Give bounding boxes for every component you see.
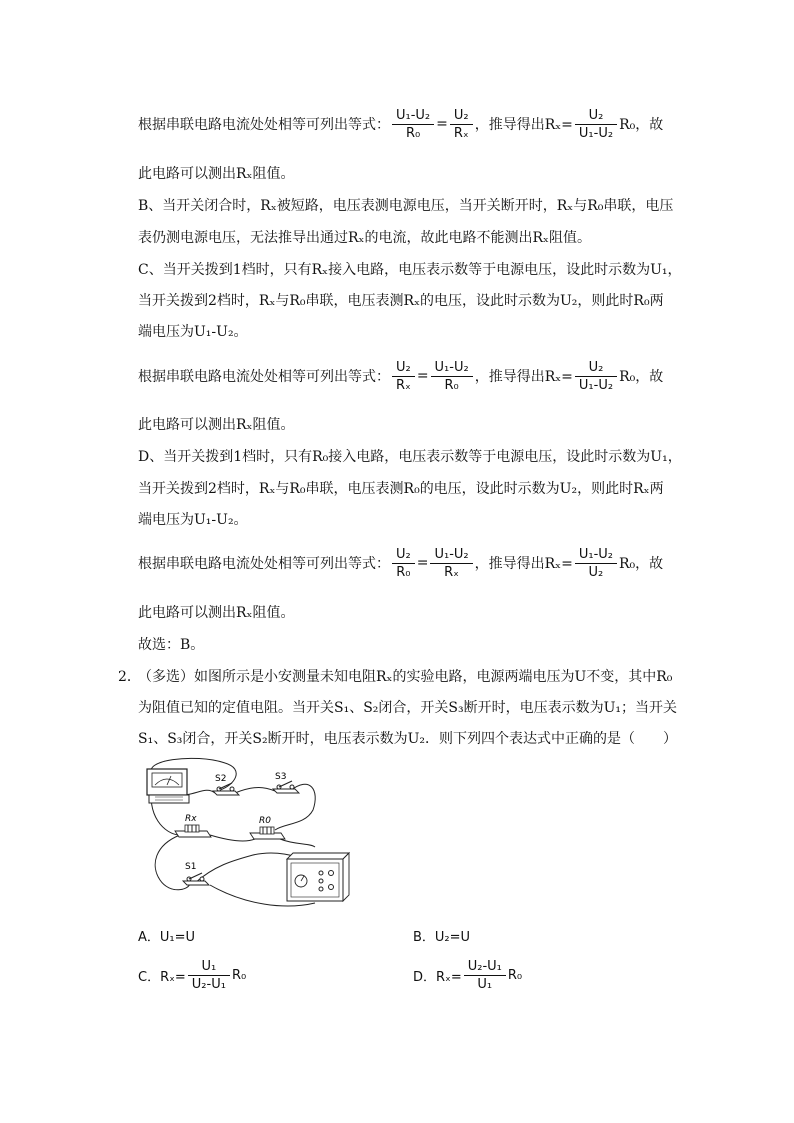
text-line: 端电压为U₁-U₂。 bbox=[138, 324, 248, 340]
fraction: $\frac{\text{U₁-U₂}}{\text{U₂}}$ bbox=[575, 546, 617, 581]
answer-line: 故选：B。 bbox=[138, 637, 205, 653]
fraction: $\frac{\text{U₂}}{\text{Rₓ}}$ bbox=[392, 359, 415, 394]
fraction: $\frac{\text{U₂}}{\text{R₀}}$ bbox=[392, 546, 415, 581]
equation-middle: ，推导得出Rₓ= bbox=[474, 369, 573, 385]
label-r0: R0 bbox=[259, 816, 271, 826]
equals-sign: = bbox=[416, 555, 429, 571]
option-d[interactable]: D．Rₓ= $\frac{\text{U₂-U₁}}{\text{U₁}}$ R₀ bbox=[413, 959, 523, 992]
text-line: 表仍测电源电压，无法推导出通过Rₓ的电流，故此电路不能测出Rₓ阻值。 bbox=[138, 230, 591, 246]
label-s3: S3 bbox=[275, 772, 287, 782]
equals-sign: = bbox=[416, 368, 429, 384]
equation-prefix: 根据串联电路电流处处相等可列出等式： bbox=[138, 117, 390, 133]
equation-row bbox=[138, 356, 663, 396]
fraction: $\frac{\text{U₂-U₁}}{\text{U₁}}$ bbox=[464, 958, 506, 993]
text-line: C、当开关拨到1档时，只有Rₓ接入电路，电压表示数等于电源电压，设此时示数为U₁， bbox=[138, 262, 682, 278]
equation-prefix: 根据串联电路电流处处相等可列出等式： bbox=[138, 369, 390, 385]
question-text: 为阻值已知的定值电阻。当开关S₁、S₂闭合，开关S₃断开时，电压表示数为U₁；当开关 bbox=[138, 700, 678, 716]
fraction: $\frac{\text{U₁-U₂}}{\text{Rₓ}}$ bbox=[430, 546, 472, 581]
resistor-rx-icon bbox=[175, 825, 211, 837]
option-b[interactable]: B．U₂=U bbox=[413, 930, 471, 945]
question-text: （多选）如图所示是小安测量未知电阻Rₓ的实验电路，电源两端电压为U不变，其中R₀ bbox=[138, 669, 673, 685]
question-number: 2． bbox=[118, 669, 141, 685]
equation-prefix: 根据串联电路电流处处相等可列出等式： bbox=[138, 556, 390, 572]
question-text: S₁、S₃闭合，开关S₂断开时，电压表示数为U₂．则下列四个表达式中正确的是（ ） bbox=[138, 731, 678, 747]
fraction: $\frac{\text{U₂}}{\text{Rₓ}}$ bbox=[450, 107, 473, 142]
switch-s2-icon bbox=[213, 783, 239, 795]
fraction: $\frac{\text{U₁}}{\text{U₂-U₁}}$ bbox=[188, 958, 230, 993]
equation-middle: ，推导得出Rₓ= bbox=[474, 556, 573, 572]
equation-middle: ，推导得出Rₓ= bbox=[474, 117, 573, 133]
text-line: 此电路可以测出Rₓ阻值。 bbox=[138, 166, 295, 182]
fraction: $\frac{\text{U₂}}{\text{U₁-U₂}}$ bbox=[575, 107, 617, 142]
fraction: $\frac{\text{U₂}}{\text{U₁-U₂}}$ bbox=[575, 359, 617, 394]
equation-end: R₀，故 bbox=[619, 556, 664, 572]
circuit-figure bbox=[135, 755, 360, 915]
voltmeter-icon bbox=[147, 769, 189, 803]
option-a[interactable]: A．U₁=U bbox=[138, 930, 196, 945]
equation-row bbox=[138, 104, 663, 144]
text-line: 端电压为U₁-U₂。 bbox=[138, 512, 248, 528]
equation-end: R₀，故 bbox=[619, 369, 664, 385]
power-supply-icon bbox=[287, 853, 349, 901]
equation-row bbox=[138, 543, 663, 583]
fraction: $\frac{\text{U₁-U₂}}{\text{R₀}}$ bbox=[431, 359, 473, 394]
text-line: 此电路可以测出Rₓ阻值。 bbox=[138, 605, 295, 621]
option-c[interactable]: C．Rₓ= $\frac{\text{U₁}}{\text{U₂-U₁}}$ R₀ bbox=[138, 959, 247, 992]
text-line: 当开关拨到2档时，Rₓ与R₀串联，电压表测Rₓ的电压，设此时示数为U₂，则此时R₀两 bbox=[138, 293, 664, 309]
text-line: D、当开关拨到1档时，只有R₀接入电路，电压表示数等于电源电压，设此时示数为U₁， bbox=[138, 449, 682, 465]
text-line: 当开关拨到2档时，Rₓ与R₀串联，电压表测R₀的电压，设此时示数为U₂，则此时Rₓ两 bbox=[138, 481, 664, 497]
equals-sign: = bbox=[436, 116, 448, 132]
label-s2: S2 bbox=[215, 774, 227, 784]
equation-end: R₀，故 bbox=[619, 117, 664, 133]
label-rx: Rx bbox=[185, 814, 197, 824]
fraction: $\frac{\text{U₁-U₂}}{\text{R₀}}$ bbox=[392, 107, 434, 142]
text-line: B、当开关闭合时，Rₓ被短路，电压表测电源电压，当开关断开时，Rₓ与R₀串联，电压 bbox=[138, 198, 674, 214]
label-s1: S1 bbox=[185, 862, 197, 872]
text-line: 此电路可以测出Rₓ阻值。 bbox=[138, 417, 295, 433]
resistor-r0-icon bbox=[250, 827, 285, 839]
